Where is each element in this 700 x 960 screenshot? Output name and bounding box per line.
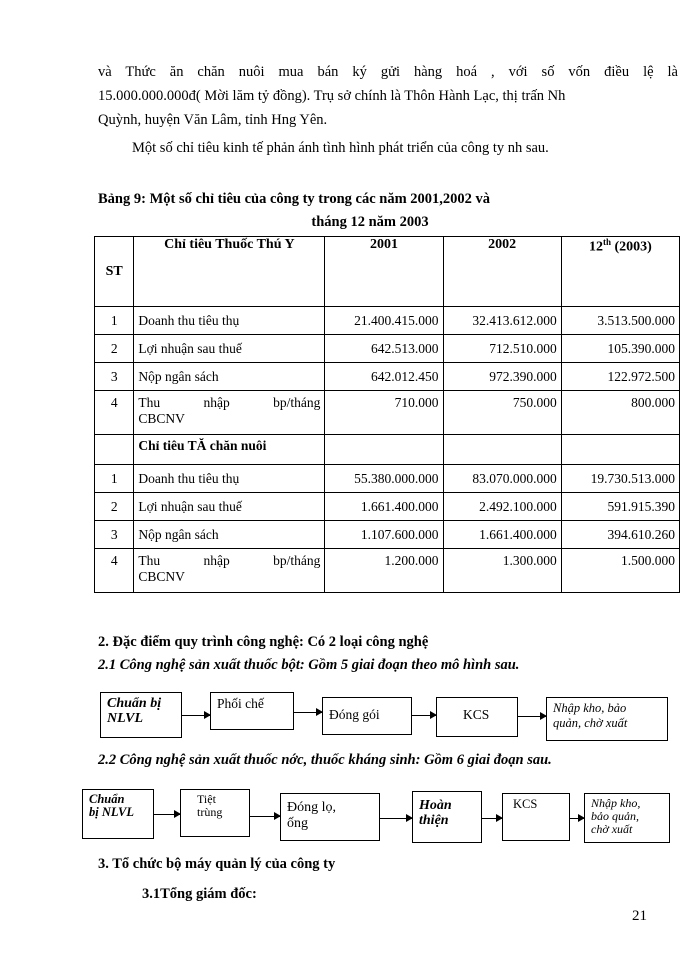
table-row	[95, 335, 680, 363]
cell-2003: 591.915.390	[561, 493, 679, 521]
cell-2001: 55.380.000.000	[325, 465, 443, 493]
cell-st: 2	[95, 493, 134, 521]
flow2-arrow-2	[250, 816, 280, 817]
flow2-arrow-1	[154, 814, 180, 815]
flow1-box-prepare-l1: Chuẩn bị	[107, 696, 162, 711]
cell-name-word: bp/tháng	[273, 395, 321, 410]
cell-2001: 642.012.450	[325, 363, 443, 391]
cell-2002: 1.661.400.000	[443, 521, 561, 549]
flow1-box-prepare-l2: NLVL	[107, 711, 144, 726]
header-name: Chỉ tiêu Thuốc Thú Y	[134, 237, 325, 307]
cell-name-line-1	[138, 553, 320, 569]
flow1-box-prepare	[100, 692, 182, 738]
cell-2003: 800.000	[561, 391, 679, 435]
flow1-box-mix: Phối chế	[210, 692, 294, 730]
flow2-box-kcs: KCS	[502, 793, 570, 841]
cell-2001: 21.400.415.000	[325, 307, 443, 335]
cell-name-word: Thu	[138, 553, 161, 568]
cell-st: 4	[95, 549, 134, 593]
flow1-arrow-1	[182, 715, 210, 716]
flow1-box-pack: Đóng gói	[322, 697, 412, 735]
flow2-box-sterilize-l1: Tiệt	[197, 792, 216, 806]
subsection-3-1: 3.1Tổng giám đốc:	[142, 886, 257, 902]
flow2-box-sterilize-l2: trùng	[197, 805, 223, 819]
flow1-box-store-l1: Nhập kho, bảo	[553, 701, 627, 715]
table-row	[95, 493, 680, 521]
table-caption-line-1: Bảng 9: Một số chỉ tiêu của công ty trong các năm 2001,2002 và	[98, 191, 491, 207]
cell-2002: 2.492.100.000	[443, 493, 561, 521]
table-header-row	[95, 237, 680, 307]
cell-2003: 1.500.000	[561, 549, 679, 593]
cell-st: 1	[95, 307, 134, 335]
cell-name-word: bp/tháng	[273, 553, 321, 568]
intro-line-2: 15.000.000.000đ( Mời lăm tỷ đồng). Trụ sở chính là Thôn Hành Lạc, thị trấn Nh	[98, 88, 566, 104]
flow1-arrow-3	[412, 715, 436, 716]
cell-2001: 1.200.000	[325, 549, 443, 593]
cell-2002: 972.390.000	[443, 363, 561, 391]
flow1-arrow-2	[294, 712, 322, 713]
header-2003-month: 12	[588, 239, 603, 255]
flow2-box-store-l3: chờ xuất	[591, 822, 633, 836]
section-2-heading: 2. Đặc điểm quy trình công nghệ: Có 2 loại công nghệ	[98, 634, 429, 650]
flow2-box-prepare	[82, 789, 154, 839]
cell-st: 3	[95, 363, 134, 391]
header-2003	[561, 237, 679, 307]
intro-line-1: và Thức ăn chăn nuôi mua bán ký gửi hàng hoá , với số vốn điều lệ là	[98, 64, 678, 80]
cell-name-word: nhập	[203, 395, 230, 410]
table-row	[95, 307, 680, 335]
cell-st: 3	[95, 521, 134, 549]
flow2-box-finish-l1: Hoàn	[419, 798, 452, 813]
cell-2001: 642.513.000	[325, 335, 443, 363]
flow1-box-kcs: KCS	[436, 697, 518, 737]
cell-name	[134, 549, 325, 593]
flow2-box-fill-l1: Đóng lọ,	[287, 800, 336, 815]
flow2-box-store-l1: Nhập kho,	[591, 796, 641, 810]
cell-name: Nộp ngân sách	[134, 521, 325, 549]
cell-2003	[561, 435, 679, 465]
flow1-box-store	[546, 697, 668, 741]
flow2-box-prepare-l2: bị NLVL	[89, 805, 135, 819]
header-2002: 2002	[443, 237, 561, 307]
cell-st: 2	[95, 335, 134, 363]
cell-2002: 750.000	[443, 391, 561, 435]
cell-name	[134, 391, 325, 435]
header-2003-year: (2003)	[610, 239, 652, 255]
cell-st	[95, 435, 134, 465]
subsection-2-1: 2.1 Công nghệ sản xuất thuốc bột: Gồm 5 giai đoạn theo mô hình sau.	[98, 657, 520, 673]
cell-2003: 394.610.260	[561, 521, 679, 549]
flow2-box-fill-l2: ống	[287, 816, 308, 831]
section-3-heading: 3. Tổ chức bộ máy quản lý của công ty	[98, 856, 336, 872]
intro-line-3: Quỳnh, huyện Văn Lâm, tỉnh Hng Yên.	[98, 112, 328, 128]
table-row	[95, 391, 680, 435]
cell-name: Doanh thu tiêu thụ	[134, 465, 325, 493]
cell-2001: 1.661.400.000	[325, 493, 443, 521]
cell-2002	[443, 435, 561, 465]
indicators-table	[94, 236, 680, 593]
cell-2001	[325, 435, 443, 465]
flow2-box-fill	[280, 793, 380, 841]
cell-2003: 105.390.000	[561, 335, 679, 363]
intro-line-4: Một số chỉ tiêu kinh tế phản ánh tình hình phát triển của công ty nh sau.	[132, 140, 549, 156]
cell-st: 1	[95, 465, 134, 493]
cell-name-word: Thu	[138, 395, 161, 410]
flow1-arrow-4	[518, 716, 546, 717]
table-row	[95, 549, 680, 593]
page-number: 21	[632, 908, 647, 924]
cell-st: 4	[95, 391, 134, 435]
flow2-box-store	[584, 793, 670, 843]
table-row	[95, 465, 680, 493]
cell-2003: 3.513.500.000	[561, 307, 679, 335]
cell-2001: 1.107.600.000	[325, 521, 443, 549]
header-2003-sup: th	[602, 237, 611, 247]
header-st: ST	[95, 237, 134, 307]
flow2-box-finish-l2: thiện	[419, 813, 449, 828]
flow2-box-prepare-l1: Chuẩn	[89, 792, 125, 806]
cell-name-line-1	[138, 395, 320, 411]
header-2001: 2001	[325, 237, 443, 307]
flow2-arrow-4	[482, 818, 502, 819]
cell-name-line-2: CBCNV	[138, 569, 185, 584]
cell-name-line-2: CBCNV	[138, 411, 185, 426]
cell-name: Nộp ngân sách	[134, 363, 325, 391]
table-caption-line-2: tháng 12 năm 2003	[311, 214, 429, 230]
cell-2002: 1.300.000	[443, 549, 561, 593]
section-2-title: Chỉ tiêu TĂ chăn nuôi	[134, 435, 325, 465]
cell-name: Lợi nhuận sau thuế	[134, 335, 325, 363]
flow2-box-sterilize	[180, 789, 250, 837]
cell-2002: 32.413.612.000	[443, 307, 561, 335]
cell-2002: 712.510.000	[443, 335, 561, 363]
flow2-box-store-l2: bảo quản,	[591, 809, 639, 823]
cell-2002: 83.070.000.000	[443, 465, 561, 493]
cell-name: Doanh thu tiêu thụ	[134, 307, 325, 335]
flow2-arrow-5	[570, 818, 584, 819]
cell-2003: 122.972.500	[561, 363, 679, 391]
table-row	[95, 363, 680, 391]
cell-2003: 19.730.513.000	[561, 465, 679, 493]
cell-name: Lợi nhuận sau thuế	[134, 493, 325, 521]
cell-2001: 710.000	[325, 391, 443, 435]
flow1-box-store-l2: quản, chờ xuất	[553, 716, 628, 730]
table-row	[95, 521, 680, 549]
subsection-2-2: 2.2 Công nghệ sản xuất thuốc nớc, thuốc kháng sinh: Gồm 6 giai đoạn sau.	[98, 752, 552, 768]
section-row	[95, 435, 680, 465]
flow2-box-finish	[412, 791, 482, 843]
cell-name-word: nhập	[203, 553, 230, 568]
flow2-arrow-3	[380, 818, 412, 819]
